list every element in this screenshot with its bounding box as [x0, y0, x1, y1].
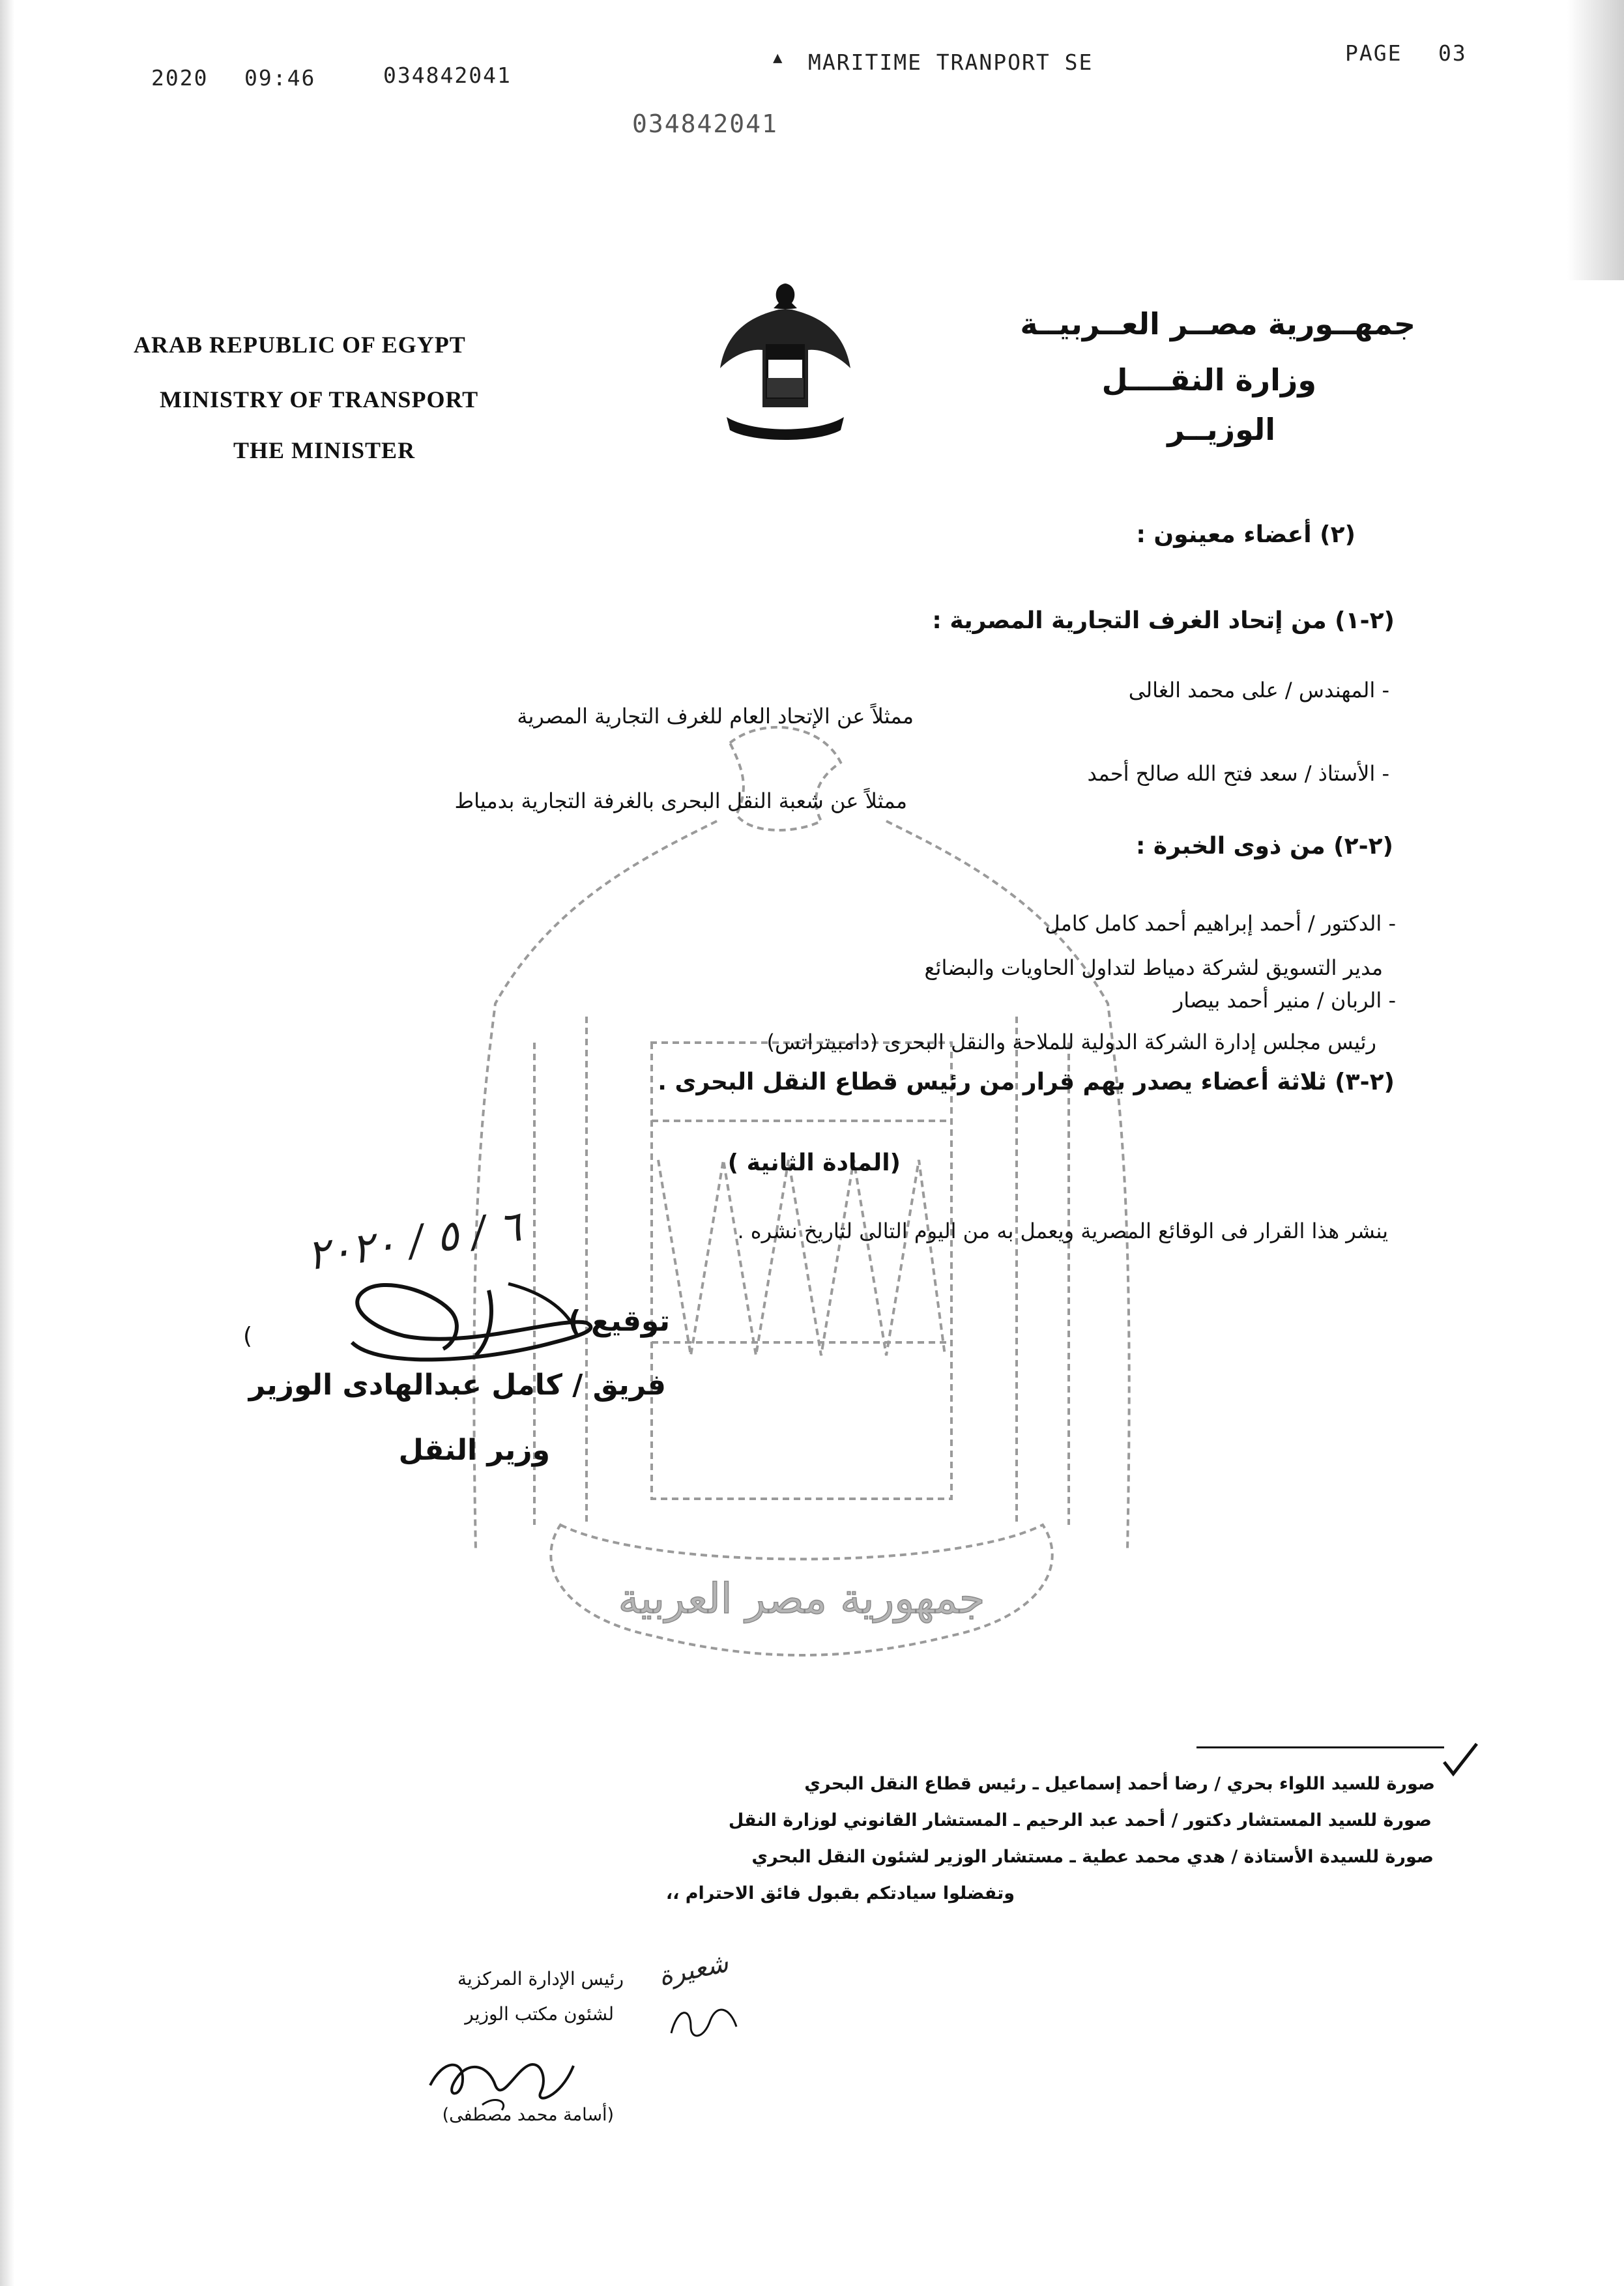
copies-rule — [1196, 1746, 1444, 1748]
admin-signature — [417, 2040, 587, 2111]
fax-number: 034842041 — [383, 63, 512, 88]
copy-line-2: صورة للسيد المستشار دكتور / أحمد عبد الرحيم ـ المستشار القانوني لوزارة النقل — [728, 1810, 1432, 1830]
copy-line-3: صورة للسيدة الأستاذة / هدي محمد عطية ـ مستشار الوزير لشئون النقل البحري — [751, 1847, 1434, 1867]
fax-page-label: PAGE — [1345, 40, 1402, 66]
copy-line-1: صورة للسيد اللواء بحري / رضا أحمد إسماعيل ـ رئيس قطاع النقل البحري — [804, 1774, 1435, 1794]
central-admin-title-2: لشئون مكتب الوزير — [465, 2003, 614, 2025]
signatory-name: فريق / كامل عبدالهادى الوزير — [248, 1368, 666, 1402]
experts-member-2-name: - الربان / منير أحمد بيصار — [1173, 988, 1396, 1013]
handwritten-initials: شعيرة — [656, 1948, 731, 1992]
chambers-member-2-name: - الأستاذ / سعد فتح الله صالح أحمد — [1087, 761, 1389, 786]
experts-heading: (٢-٢) من ذوى الخبرة : — [1135, 833, 1393, 860]
chambers-member-1-role: ممثلاً عن الإتحاد العام للغرف التجارية المصرية — [517, 704, 914, 729]
fax-year: 2020 — [151, 65, 209, 91]
letterhead-ministry-ar: وزارة النقــــل — [1101, 362, 1316, 398]
fax-time: 09:46 — [244, 65, 316, 91]
watermark-eagle-seal — [456, 704, 1147, 1694]
chambers-member-1-name: - المهندس / على محمد الغالى — [1128, 678, 1389, 702]
central-admin-title-1: رئيس الإدارة المركزية — [457, 1968, 624, 1989]
article-two-title: (المادة الثانية ) — [727, 1150, 901, 1176]
central-admin-signed-name: (أسامة محمد مصطفى) — [442, 2105, 614, 2125]
experts-member-1-name: - الدكتور / أحمد إبراهيم أحمد كامل كامل — [1045, 911, 1396, 936]
letterhead-office-ar: الوزيــر — [1167, 412, 1275, 447]
article-two-text: ينشر هذا القرار فى الوقائع المصرية ويعمل به من اليوم التالى لتاريخ نشره . — [737, 1219, 1388, 1243]
seal-text: جمهورية مصر العربية — [618, 1575, 985, 1623]
stamp-number: 034842041 — [632, 109, 778, 138]
third-item: (٢-٣) ثلاثة أعضاء يصدر بهم قرار من رئيس قطاع النقل البحرى . — [658, 1069, 1395, 1095]
chambers-member-2-role: ممثلاً عن شعبة النقل البحرى بالغرفة التجارية بدمياط — [454, 789, 907, 813]
open-paren: ( — [243, 1323, 253, 1350]
scan-left-edge — [0, 0, 14, 2286]
letterhead-country-ar: جمهــورية مصــر العــربيــة — [1020, 306, 1415, 341]
letterhead-country-en: ARAB REPUBLIC OF EGYPT — [134, 332, 466, 358]
triangle-marker-icon: ▲ — [773, 48, 784, 66]
signatory-title: وزير النقل — [398, 1434, 550, 1467]
letterhead-ministry-en: MINISTRY OF TRANSPORT — [160, 386, 479, 412]
checkmark-icon — [1440, 1740, 1479, 1779]
experts-member-1-role: مدير التسويق لشركة دمياط لتداول الحاويات والبضائع — [924, 955, 1383, 980]
appointed-heading: (٢) أعضاء معينون : — [1136, 521, 1356, 548]
scan-edge-shadow — [1567, 0, 1624, 280]
experts-member-2-role: رئيس مجلس إدارة الشركة الدولية للملاحة والنقل البحرى (دامبيتراتس) — [766, 1030, 1376, 1054]
handwritten-date: ٦ / ٥ / ٢٠٢٠ — [304, 1202, 525, 1280]
copy-closing: وتفضلوا سيادتكم بقبول فائق الاحترام ،، — [665, 1883, 1015, 1903]
signature-label: توقيع ) — [568, 1305, 670, 1338]
fax-sender: MARITIME TRANPORT SE — [808, 50, 1094, 75]
fax-page-number: 03 — [1438, 40, 1467, 66]
letterhead-office-en: THE MINISTER — [233, 437, 416, 463]
eagle-emblem-icon — [714, 277, 857, 446]
initials-scribble — [665, 1994, 743, 2046]
chambers-heading: (٢-١) من إتحاد الغرف التجارية المصرية : — [932, 607, 1395, 634]
